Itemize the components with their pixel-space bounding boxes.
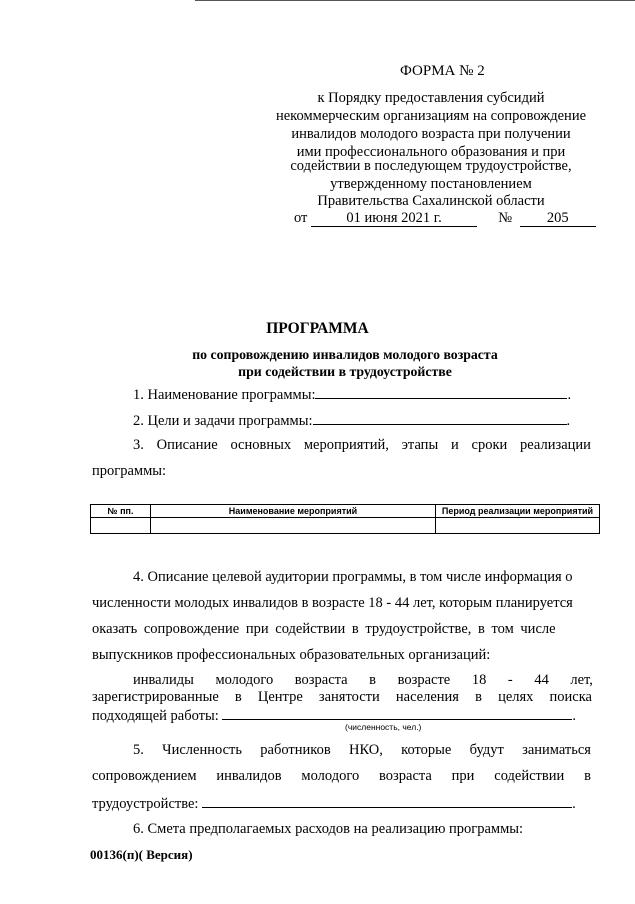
number-prefix: №: [498, 210, 513, 226]
section-1: [133, 384, 571, 404]
word: в: [234, 689, 242, 705]
word: в: [369, 672, 377, 688]
section-4-line-3: оказать сопровождение при содействии в трудоустройстве, в том числе: [92, 621, 556, 637]
section-4-line-4: выпускников профессиональных образовательных организаций:: [92, 647, 491, 663]
word: лет,: [570, 672, 593, 688]
section-4-fill-line: [222, 705, 572, 720]
section-6: 6. Смета предполагаемых расходов на реализацию программы:: [133, 821, 524, 837]
section-4-sub-line-1: [133, 671, 593, 689]
table-cell: [91, 518, 151, 534]
word: молодого: [301, 768, 360, 784]
section-4-sub-line-3: [92, 705, 576, 725]
word: заниматься: [522, 742, 591, 758]
word: при: [451, 768, 475, 784]
word: инвалидов: [216, 768, 282, 784]
order-line-3: инвалидов молодого возраста при получении: [291, 126, 571, 142]
section-4-line-1: 4. Описание целевой аудитории программы, в том числе информация о: [133, 569, 573, 585]
section-2: [133, 410, 570, 430]
word: населения: [395, 689, 459, 705]
table-row: [91, 518, 600, 534]
word: -: [507, 672, 513, 688]
table-header-number: № пп.: [91, 505, 151, 518]
section-2-fill-line: [313, 410, 567, 425]
table-header-period: Период реализации мероприятий: [436, 505, 600, 518]
word: в: [584, 768, 591, 784]
order-date: 01 июня 2021 г.: [311, 210, 477, 227]
word: и: [450, 437, 459, 453]
word: целях: [498, 689, 534, 705]
order-line-6: утвержденному постановлением: [330, 176, 532, 192]
word: мероприятий,: [303, 437, 389, 453]
program-subtitle-2: при содействии в трудоустройстве: [238, 364, 452, 379]
section-4-end: .: [572, 708, 577, 724]
word: этапы: [401, 437, 439, 453]
word: Численность: [162, 742, 242, 758]
section-4-line-2: численности молодых инвалидов в возрасте 18 - 44 лет, которым планируется: [92, 595, 573, 611]
activities-table: [90, 504, 600, 534]
word: зарегистрированные: [92, 689, 219, 705]
word: поиска: [549, 689, 592, 705]
word: которые: [401, 742, 452, 758]
word: сопровождением: [92, 768, 197, 784]
order-line-2: некоммерческим организациям на сопровождение: [275, 108, 587, 124]
word: возраста: [294, 672, 348, 688]
order-line-5: содействии в последующем трудоустройстве,: [290, 158, 572, 174]
word: молодого: [215, 672, 274, 688]
table-header-name: Наименование мероприятий: [151, 505, 436, 518]
program-title: ПРОГРАММА: [266, 320, 369, 337]
section-4-sub-label: подходящей работы:: [92, 708, 219, 724]
section-1-label: 1. Наименование программы:: [133, 387, 316, 403]
word: 44: [534, 672, 549, 688]
section-5-fill-line: [202, 793, 572, 808]
section-5-line-3: [92, 793, 576, 813]
document-code: 00136(п)( Версия): [90, 847, 193, 862]
word: НКО,: [348, 742, 383, 758]
table-cell: [151, 518, 436, 534]
order-line-7: Правительства Сахалинской области: [317, 193, 545, 209]
section-5-line-2: [92, 767, 591, 785]
date-prefix: от: [294, 210, 308, 226]
word: Центре: [257, 689, 303, 705]
section-2-end: .: [566, 413, 571, 429]
word: основных: [230, 437, 292, 453]
word: в: [475, 689, 482, 705]
word: 18: [471, 672, 487, 688]
word: занятости: [318, 689, 380, 705]
order-line-4: ими профессионального образования и при: [296, 144, 566, 160]
headcount-caption: (численность, чел.): [345, 722, 422, 732]
word: возрасте: [397, 672, 451, 688]
word: содействии: [494, 768, 565, 784]
section-1-end: .: [567, 387, 572, 403]
section-5-line-1: [133, 741, 591, 759]
word: 5.: [133, 742, 144, 758]
program-subtitle-1: по сопровождению инвалидов молодого возраста: [192, 347, 498, 362]
word: Описание: [156, 437, 218, 453]
order-number: 205: [520, 210, 596, 227]
section-5-end: .: [572, 796, 576, 812]
order-line-1: к Порядку предоставления субсидий: [317, 90, 545, 106]
word: инвалиды: [133, 672, 194, 688]
word: 3.: [133, 437, 144, 453]
section-2-label: 2. Цели и задачи программы:: [133, 413, 313, 429]
word: будут: [469, 742, 504, 758]
section-5-label: трудоустройстве:: [92, 796, 199, 812]
word: возраста: [379, 768, 432, 784]
word: реализации: [520, 437, 591, 453]
word: сроки: [471, 437, 508, 453]
word: работников: [260, 742, 331, 758]
section-4-sub-line-2: [92, 688, 592, 706]
scan-edge-line: [195, 0, 635, 1]
order-date-row: [294, 210, 596, 227]
table-cell: [436, 518, 600, 534]
section-1-fill-line: [315, 384, 567, 399]
form-label: ФОРМА № 2: [400, 63, 485, 79]
section-3-line-2: программы:: [92, 463, 167, 479]
section-3-line-1: [133, 436, 591, 454]
